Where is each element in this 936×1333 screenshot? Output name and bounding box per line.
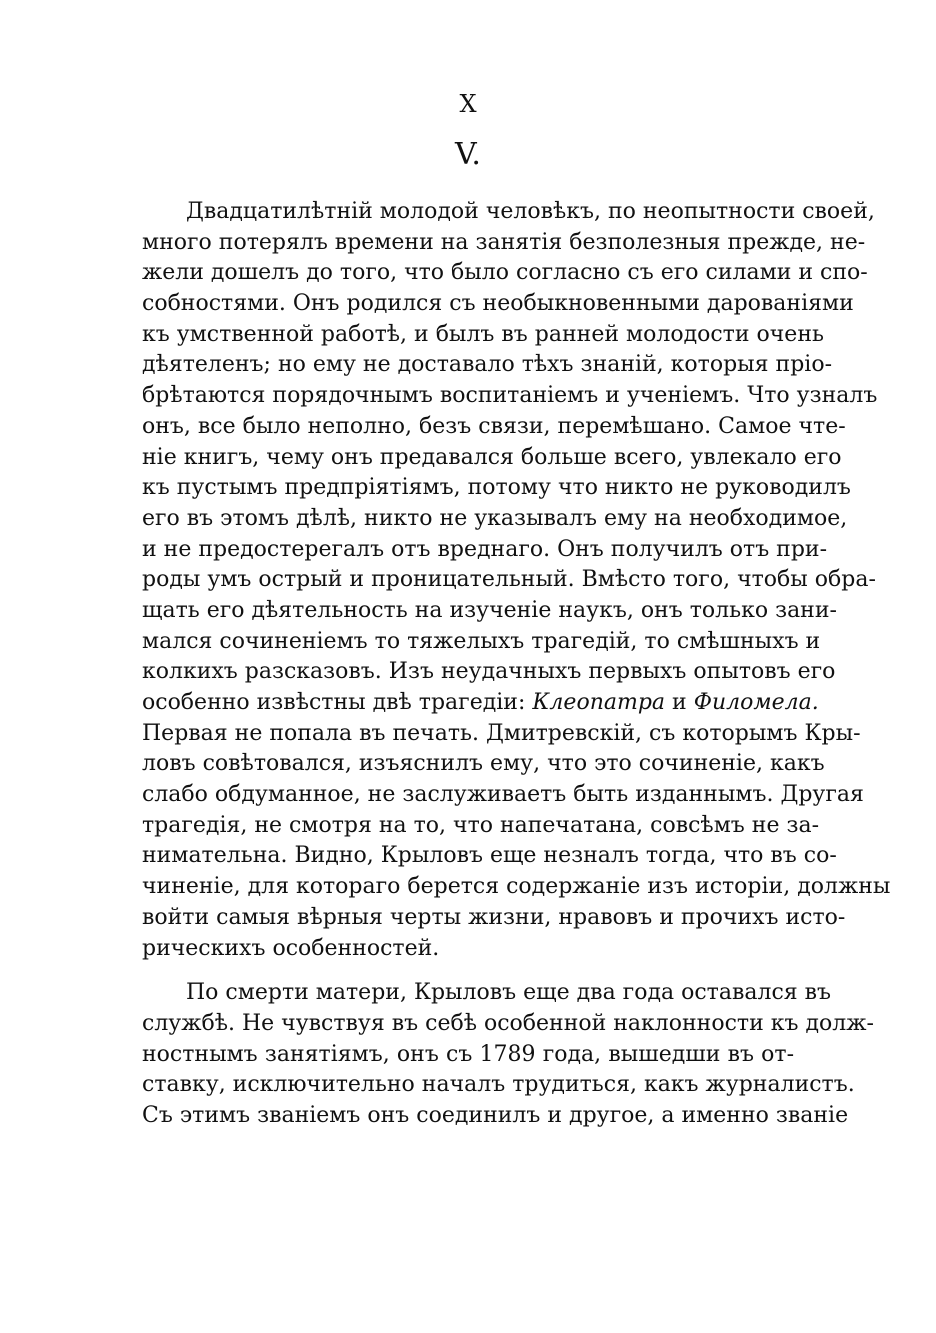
text-line: нiе книгъ, чему онъ предавался больше всего, увлекало его xyxy=(142,444,842,470)
text-line: много потерялъ времени на занятiя безполезныя прежде, не- xyxy=(142,229,866,255)
text-line: колкихъ разсказовъ. Изъ неудачныхъ первыхъ опытовъ его xyxy=(142,659,836,685)
text-line: онъ, все было неполно, безъ связи, перемѣшано. Самое чте- xyxy=(142,413,846,439)
text-line: трагедiя, не смотря на то, что напечатана, совсѣмъ не за- xyxy=(142,812,820,838)
paragraph-gap xyxy=(142,964,794,978)
text-line: жели дошелъ до того, что было согласно съ его силами и спо- xyxy=(142,260,868,286)
text-line: службѣ. Не чувствуя въ себѣ особенной наклонности къ долж- xyxy=(142,1010,874,1036)
text-line: дѣятеленъ; но ему не доставало тѣхъ знанiй, которыя прiо- xyxy=(142,352,833,378)
text-line: и не предостерегалъ отъ вреднаго. Онъ получилъ отъ при- xyxy=(142,536,828,562)
text-line: войти самыя вѣрныя черты жизни, нравовъ и прочихъ исто- xyxy=(142,904,846,930)
text-line: слабо обдуманное, не заслуживаетъ быть изданнымъ. Другая xyxy=(142,782,864,808)
line-text: особенно извѣстны двѣ трагедiи: xyxy=(142,690,526,715)
text-line: щать его дѣятельность на изученiе наукъ, онъ только зани- xyxy=(142,597,837,623)
conjunction: и xyxy=(672,690,687,715)
text-line: ностнымъ занятiямъ, онъ съ 1789 года, вышедши въ от- xyxy=(142,1041,794,1067)
page-number: X xyxy=(459,90,477,118)
text-line: къ пустымъ предпрiятiямъ, потому что никто не руководилъ xyxy=(142,475,851,501)
chapter-number: V. xyxy=(455,137,481,172)
paragraph-1 xyxy=(142,197,891,964)
text-line: рическихъ особенностей. xyxy=(142,935,440,961)
text-line: Двадцатилѣтнiй молодой человѣкъ, по неопытности своей, xyxy=(186,199,875,224)
text-line: По смерти матери, Крыловъ еще два года оставался въ xyxy=(186,980,832,1006)
text-line: Первая не попала въ печать. Дмитревскiй, съ которымъ Кры- xyxy=(142,720,861,746)
text-line: нимательна. Видно, Крыловъ еще незналъ тогда, что въ со- xyxy=(142,843,837,869)
tragedy-title-cleopatra: Клеопатра xyxy=(532,690,666,715)
text-line: брѣтаются порядочнымъ воспитанiемъ и ученiемъ. Что узналъ xyxy=(142,383,878,409)
tragedy-title-philomela: Филомела. xyxy=(693,690,819,715)
text-line: мался сочиненiемъ то тяжелыхъ трагедiй, то смѣшныхъ и xyxy=(142,628,821,654)
text-line: ставку, исключительно началъ трудиться, какъ журналистъ. xyxy=(142,1072,855,1098)
text-line: чиненiе, для котораго берется содержанiе изъ исторiи, должны xyxy=(142,874,891,900)
text-line: ловъ совѣтовался, изъяснилъ ему, что это сочиненiе, какъ xyxy=(142,751,825,777)
text-line: къ умственной работѣ, и былъ въ ранней молодости очень xyxy=(142,321,824,347)
text-line: роды умъ острый и проницательный. Вмѣсто того, чтобы обра- xyxy=(142,567,876,593)
text-line: Съ этимъ званiемъ онъ соединилъ и другое, а именно званiе xyxy=(142,1102,849,1128)
paragraph-2 xyxy=(142,978,874,1131)
text-line-with-titles xyxy=(142,688,819,719)
text-line: собностями. Онъ родился съ необыкновенными дарованiями xyxy=(142,291,854,317)
text-line: его въ этомъ дѣлѣ, никто не указывалъ ему на необходимое, xyxy=(142,505,848,531)
body-text xyxy=(142,197,891,1132)
